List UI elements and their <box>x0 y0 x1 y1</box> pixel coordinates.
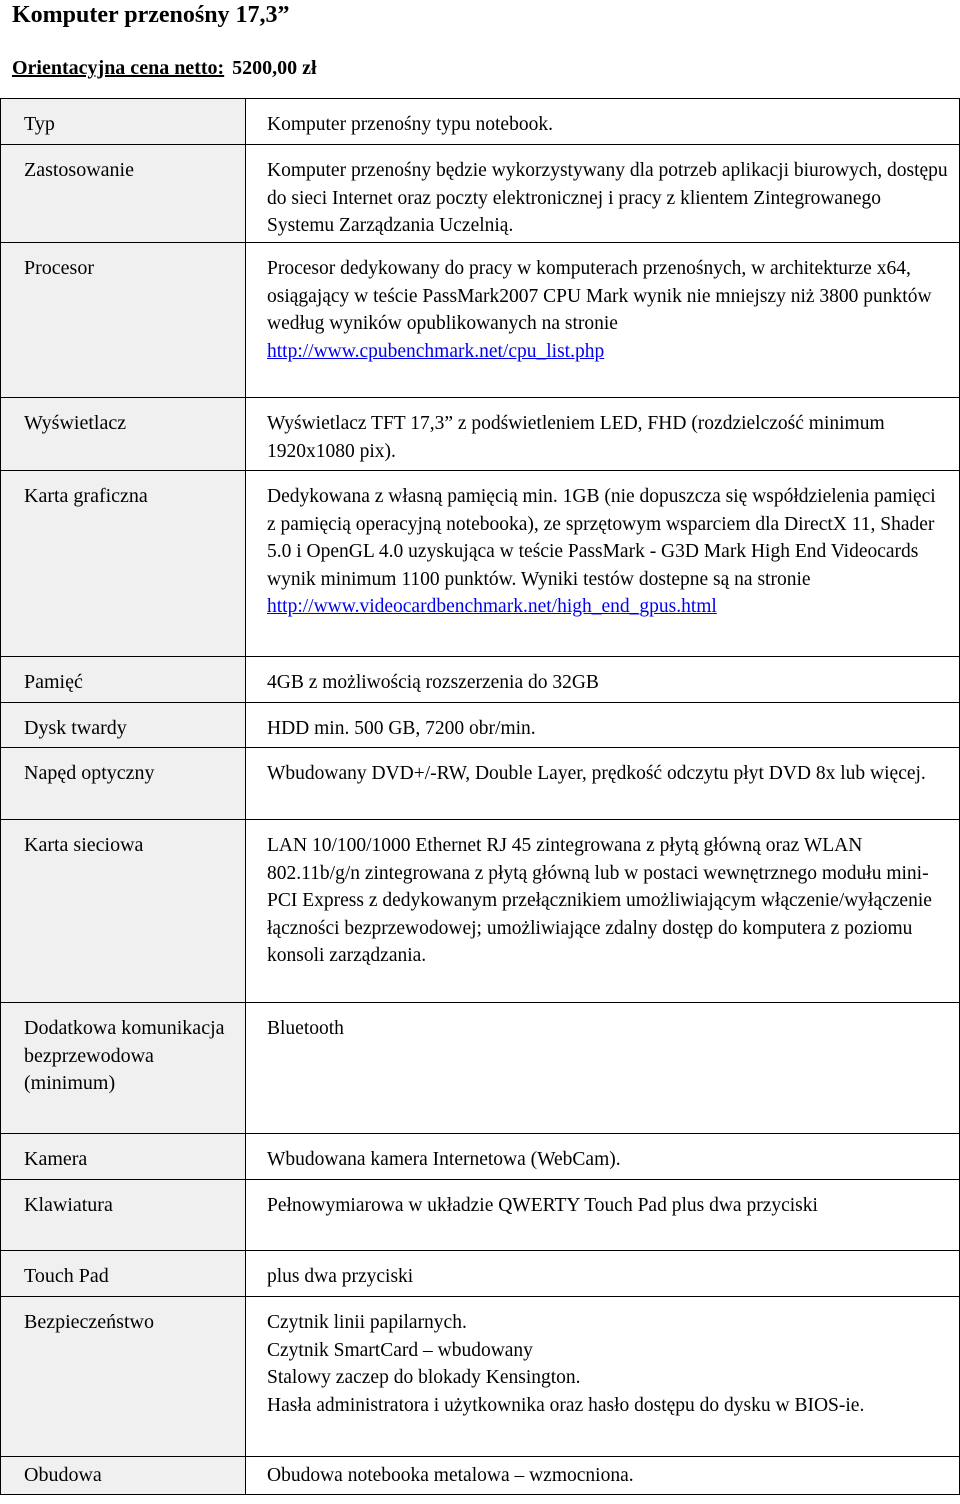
row-value-cell <box>246 1297 960 1457</box>
row-value-cell <box>246 471 960 657</box>
table-row <box>1 820 960 1003</box>
price-label: Orientacyjna cena netto: <box>12 57 225 79</box>
row-value-cell <box>246 820 960 1003</box>
row-value-cell <box>246 145 960 243</box>
row-label-cell <box>1 99 246 145</box>
row-label: Karta sieciowa <box>24 834 144 856</box>
row-label: Wyświetlacz <box>24 412 127 434</box>
row-value-cell <box>246 1457 960 1495</box>
price-line <box>12 55 317 81</box>
table-row <box>1 1297 960 1457</box>
table-row <box>1 748 960 820</box>
row-value-cell <box>246 1180 960 1251</box>
row-label-cell <box>1 1457 246 1495</box>
table-row <box>1 1457 960 1495</box>
row-label-cell <box>1 748 246 820</box>
row-label: Typ <box>24 113 55 135</box>
row-label: Klawiatura <box>24 1194 113 1216</box>
specification-table <box>0 98 960 1495</box>
row-value-cell <box>246 99 960 145</box>
row-label: Dysk twardy <box>24 717 127 739</box>
row-value: Dedykowana z własną pamięcią min. 1GB (nie dopuszcza się współdzielenia pamięci z pamięcią operacyjną notebooka), ze sprzętowym wsparciem dla DirectX 11, Shader 5.0 i OpenGL 4.0 uzyskująca w teście PassMark - G3D Mark High End Videocards wynik minimum 1100 punktów. Wyniki testów dostepne są na stronie <box>267 486 936 590</box>
security-line: Stalowy zaczep do blokady Kensington. <box>267 1367 581 1388</box>
table-row <box>1 1180 960 1251</box>
row-value-cell <box>246 1251 960 1297</box>
table-row <box>1 703 960 748</box>
row-value: Bluetooth <box>267 1018 344 1039</box>
row-value: Wbudowany DVD+/-RW, Double Layer, prędkość odczytu płyt DVD 8x lub więcej. <box>267 763 926 784</box>
row-value: Komputer przenośny będzie wykorzystywany dla potrzeb aplikacji biurowych, dostępu do sieci Internet oraz poczty elektronicznej i pracy z klientem Zintegrowanego Systemu Zarządzania Uczelnią. <box>267 160 948 236</box>
row-label-cell <box>1 1180 246 1251</box>
row-value-cell <box>246 703 960 748</box>
row-label: Pamięć <box>24 671 83 693</box>
row-value-cell <box>246 398 960 471</box>
row-label-cell <box>1 657 246 703</box>
row-value-cell <box>246 243 960 398</box>
row-label-cell <box>1 145 246 243</box>
row-label: Kamera <box>24 1148 88 1170</box>
row-label: Procesor <box>24 257 94 279</box>
row-label-cell <box>1 703 246 748</box>
row-label-cell <box>1 1297 246 1457</box>
table-row <box>1 1251 960 1297</box>
row-label: Obudowa <box>24 1464 102 1486</box>
table-row <box>1 99 960 145</box>
table-row <box>1 243 960 398</box>
row-label-cell <box>1 1003 246 1134</box>
row-label-cell <box>1 471 246 657</box>
row-label: Touch Pad <box>24 1265 109 1287</box>
row-label-cell <box>1 243 246 398</box>
row-label-cell <box>1 1134 246 1180</box>
row-value: Obudowa notebooka metalowa – wzmocniona. <box>267 1465 634 1486</box>
row-label-cell <box>1 398 246 471</box>
table-row <box>1 471 960 657</box>
row-value: Pełnowymiarowa w układzie QWERTY Touch Pad plus dwa przyciski <box>267 1195 818 1216</box>
table-row <box>1 1134 960 1180</box>
table-row <box>1 145 960 243</box>
table-row <box>1 398 960 471</box>
price-value: 5200,00 zł <box>232 57 317 79</box>
security-line: Czytnik linii papilarnych. <box>267 1312 467 1333</box>
security-line: Czytnik SmartCard – wbudowany <box>267 1339 533 1361</box>
row-value: plus dwa przyciski <box>267 1266 414 1287</box>
row-value: Komputer przenośny typu notebook. <box>267 114 553 135</box>
table-row <box>1 657 960 703</box>
row-value-cell <box>246 1003 960 1134</box>
security-line: Hasła administratora i użytkownika oraz hasło dostępu do dysku w BIOS-ie. <box>267 1394 865 1416</box>
row-label: Zastosowanie <box>24 159 134 181</box>
row-value: Wbudowana kamera Internetowa (WebCam). <box>267 1149 621 1170</box>
row-label-cell <box>1 820 246 1003</box>
row-value: Procesor dedykowany do pracy w komputerach przenośnych, w architekturze x64, osiągający w teście PassMark2007 CPU Mark wynik nie mniejszy niż 3800 punktów według wyników opublikowanych na stronie <box>267 258 932 334</box>
row-label: Karta graficzna <box>24 485 148 507</box>
row-label: Dodatkowa komunikacja bezprzewodowa (minimum) <box>24 1017 225 1094</box>
videocardbenchmark-link[interactable]: http://www.videocardbenchmark.net/high_end_gpus.html <box>267 596 717 617</box>
row-value: HDD min. 500 GB, 7200 obr/min. <box>267 718 536 739</box>
row-label-cell <box>1 1251 246 1297</box>
row-value-cell <box>246 1134 960 1180</box>
row-label: Napęd optyczny <box>24 762 155 784</box>
row-value-cell <box>246 657 960 703</box>
cpubenchmark-link[interactable]: http://www.cpubenchmark.net/cpu_list.php <box>267 340 605 362</box>
document-title: Komputer przenośny 17,3” <box>12 2 290 28</box>
table-row <box>1 1003 960 1134</box>
row-value-cell <box>246 748 960 820</box>
row-value: LAN 10/100/1000 Ethernet RJ 45 zintegrowana z płytą główną oraz WLAN 802.11b/g/n zintegrowana z płytą główną lub w postaci wewnętrznego modułu mini-PCI Express z dedykowanym przełącznikiem umożliwiającym włączenie/wyłączenie łączności bezprzewodowej; umożliwiające zdalny dostęp do komputera z poziomu konsoli zarządzania. <box>267 835 932 966</box>
row-value: 4GB z możliwością rozszerzenia do 32GB <box>267 672 599 693</box>
row-label: Bezpieczeństwo <box>24 1311 154 1333</box>
row-value: Wyświetlacz TFT 17,3” z podświetleniem LED, FHD (rozdzielczość minimum 1920x1080 pix). <box>267 413 885 462</box>
